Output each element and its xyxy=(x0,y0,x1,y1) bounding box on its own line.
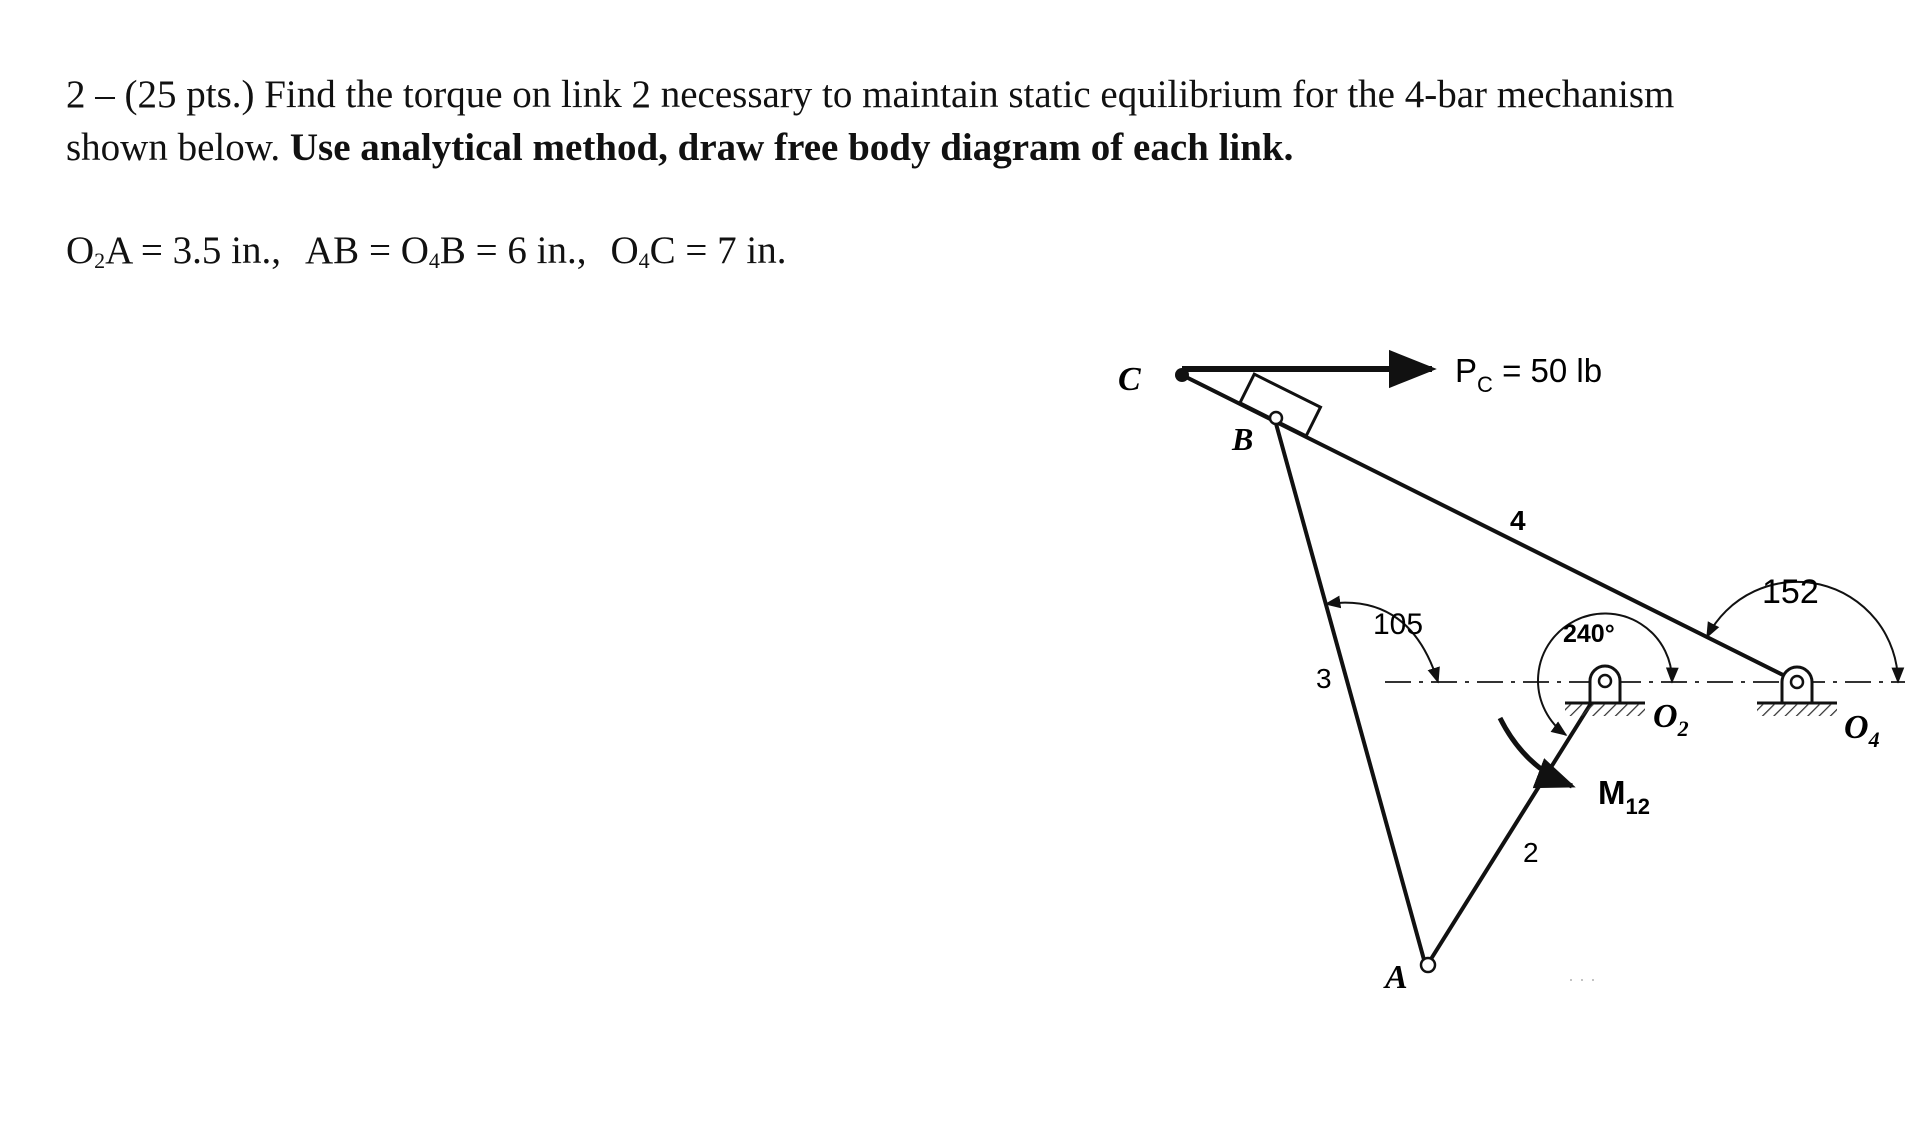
ground-pivot-o4 xyxy=(1757,667,1837,716)
force-label: $P_C = 50$ lb xyxy=(1455,352,1603,397)
dim-ab-o: AB = O xyxy=(305,229,429,272)
pin-b xyxy=(1270,412,1282,424)
label-angle-105: 105 xyxy=(1373,608,1424,641)
dim-ab-rest: B = 6 in., xyxy=(439,229,587,272)
problem-line-2-bold: Use analytical method, draw free body diagram of each link. xyxy=(289,126,1294,169)
dim-o2a-sub: 2 xyxy=(94,248,106,273)
problem-line-2-plain: shown below. xyxy=(66,126,290,169)
dim-o4c-sub: 4 xyxy=(638,248,650,273)
dim-o4c-o: O xyxy=(610,229,639,272)
label-link-3: 3 xyxy=(1316,663,1332,694)
link-2 xyxy=(1426,681,1605,967)
label-moment: $M_{12}$ xyxy=(1598,774,1650,819)
label-o4: $O_4$ xyxy=(1844,709,1880,752)
pin-a xyxy=(1421,958,1435,972)
label-o2: $O_2$ xyxy=(1653,698,1689,741)
dim-o2a-o: O xyxy=(66,229,95,272)
label-a: A xyxy=(1385,959,1408,996)
label-link-4: 4 xyxy=(1510,505,1526,536)
dim-o4c-rest: C = 7 in. xyxy=(649,229,787,272)
label-angle-240: 240° xyxy=(1563,620,1615,648)
link-3 xyxy=(1275,420,1426,967)
ground-pivot-o2 xyxy=(1565,666,1645,716)
label-angle-152: 152 xyxy=(1762,573,1819,611)
dim-o2a-rest: A = 3.5 in., xyxy=(105,229,282,272)
faint-dots: · · · xyxy=(1568,969,1596,989)
label-c: C xyxy=(1118,361,1141,398)
label-b: B xyxy=(1232,421,1254,457)
label-link-2: 2 xyxy=(1523,837,1539,868)
problem-line-1: 2 – (25 pts.) Find the torque on link 2 necessary to maintain static equilibrium for the 4-bar mechanism xyxy=(66,73,1675,116)
dim-ab-sub: 4 xyxy=(428,248,440,273)
